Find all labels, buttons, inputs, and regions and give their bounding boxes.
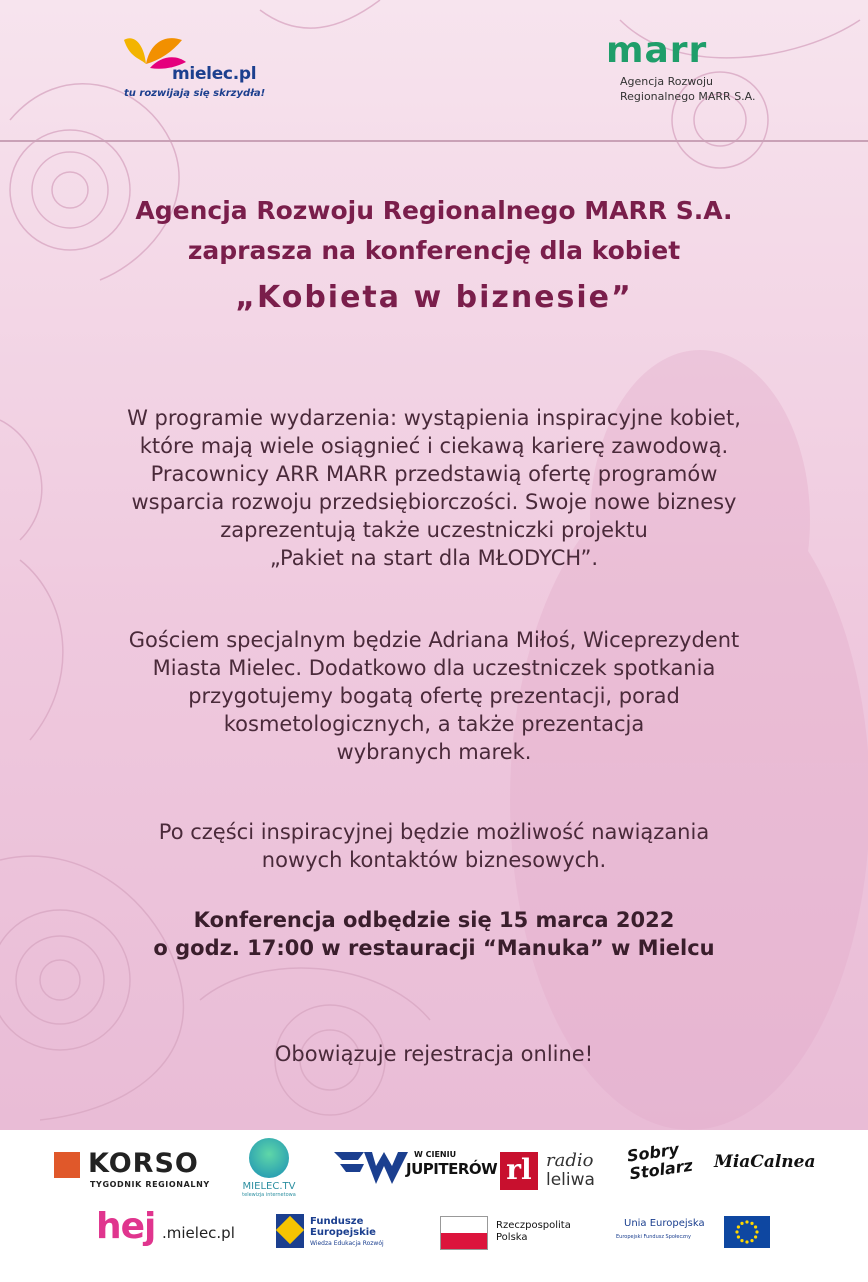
- rzeczpospolita-polska-logo[interactable]: Rzeczpospolita Polska: [440, 1216, 600, 1256]
- korso-logo[interactable]: KORSO TYGODNIK REGIONALNY: [54, 1148, 216, 1190]
- mielec-logo-name: mielec.pl: [172, 64, 257, 84]
- wings-w-icon: [334, 1148, 410, 1188]
- radio-leliwa-logo[interactable]: rl radio leliwa: [500, 1150, 610, 1194]
- date-location-paragraph: Konferencja odbędzie się 15 marca 2022 o godz. 17:00 w restauracji “Manuka” w Mielcu: [153, 908, 715, 960]
- program-paragraph: W programie wydarzenia: wystąpienia inspiracyjne kobiet, które mają wiele osiągnieć i ciekawą karierę zawodową. Pracownicy ARR MARR przedstawią ofertę programów wsparcia rozwoju przedsiębiorczości. Swoje nowe biznesy zaprezentują także uczestniczki projektu „Pakiet na start dla MŁODYCH”.: [127, 406, 741, 570]
- sobry-stolarz-logo[interactable]: Sobry Stolarz: [625, 1139, 694, 1184]
- hej-mielec-logo[interactable]: hej .mielec.pl: [96, 1206, 235, 1247]
- guest-paragraph: Gościem specjalnym będzie Adriana Miłoś, Wiceprezydent Miasta Mielec. Dodatkowo dla uczestniczek spotkania przygotujemy bogatą ofertę prezentacji, porad kosmetologicznych, a także prezentacja wybranych marek.: [128, 628, 740, 764]
- networking-paragraph: Po części inspiracyjnej będzie możliwość nawiązania nowych kontaktów biznesowych.: [158, 820, 710, 872]
- w-cieniu-jupiterow-logo[interactable]: W CIENIU JUPITERÓW: [334, 1148, 480, 1192]
- registration-note: Obowiązuje rejestracja online!: [274, 1042, 594, 1066]
- marr-logo-mark: marr: [606, 30, 708, 71]
- sponsors-footer: [0, 1130, 868, 1282]
- title-line-2: zaprasza na konferencję dla kobiet: [187, 236, 681, 265]
- miacalnea-logo[interactable]: MiaCalnea: [714, 1152, 816, 1172]
- mielec-logo-tagline: tu rozwijają się skrzydła!: [124, 88, 266, 99]
- fundusze-europejskie-logo[interactable]: Fundusze Europejskie Wiedza Edukacja Rozwój: [276, 1214, 406, 1260]
- eu-flag-icon: [724, 1216, 770, 1248]
- event-name: „Kobieta w biznesie”: [235, 280, 633, 315]
- korso-icon: [54, 1152, 80, 1178]
- polish-flag-icon: [440, 1216, 488, 1250]
- marr-logo[interactable]: [604, 30, 804, 110]
- mielec-tv-icon: [249, 1138, 289, 1178]
- header-divider: [0, 140, 868, 142]
- mielec-logo[interactable]: [118, 34, 288, 104]
- marr-logo-subtitle: Agencja Rozwoju Regionalnego MARR S.A.: [620, 75, 756, 103]
- mielec-tv-logo[interactable]: MIELEC.TV telewizja internetowa: [236, 1138, 302, 1204]
- unia-europejska-logo[interactable]: Unia Europejska Europejski Fundusz Społeczny: [616, 1216, 766, 1256]
- radio-leliwa-mark: rl: [500, 1152, 538, 1190]
- title-line-1: Agencja Rozwoju Regionalnego MARR S.A.: [135, 196, 733, 225]
